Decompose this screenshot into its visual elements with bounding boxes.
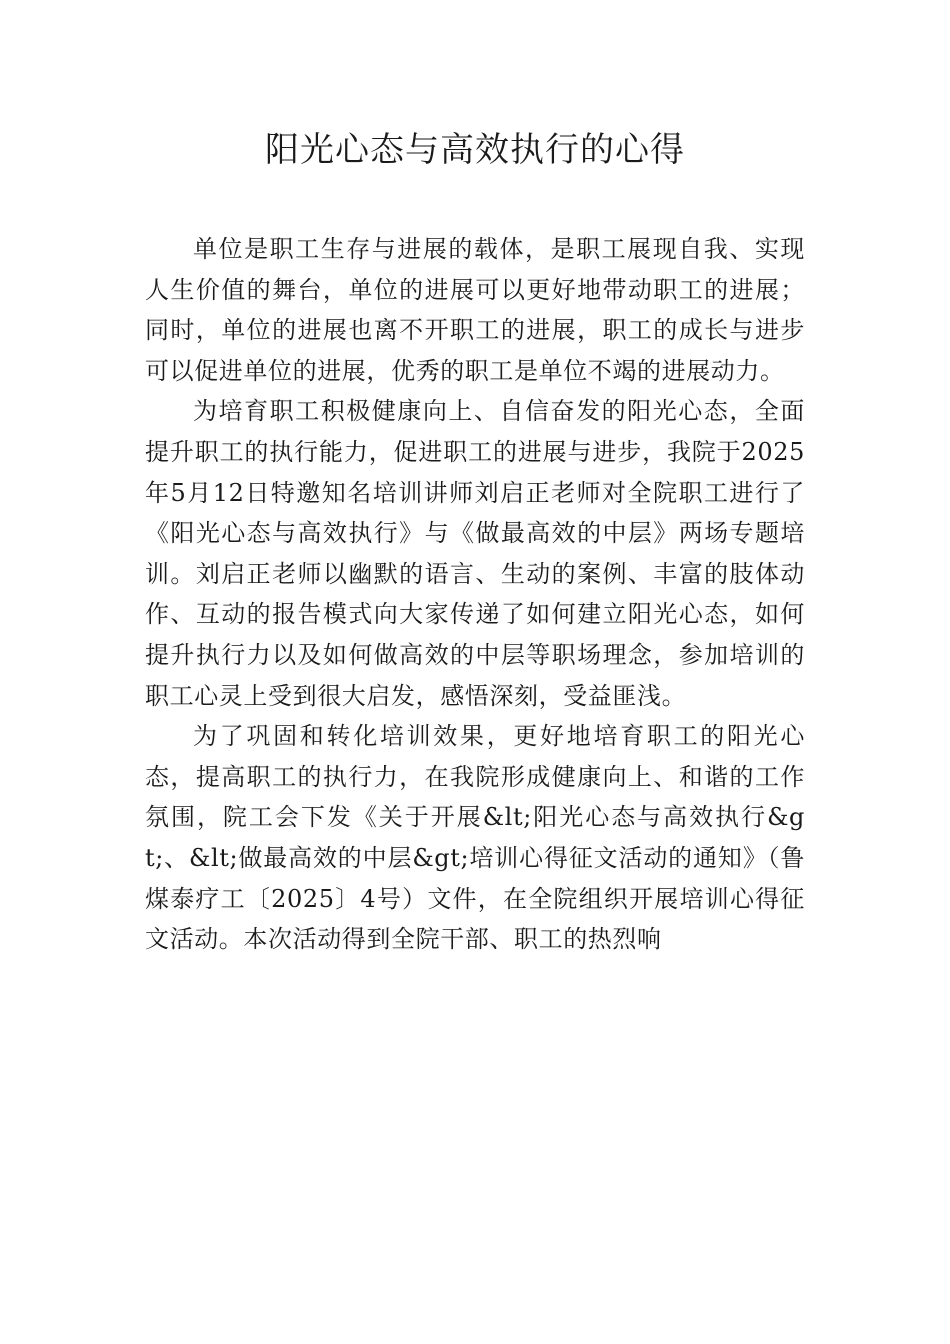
paragraph-3: 为了巩固和转化培训效果，更好地培育职工的阳光心态，提高职工的执行力，在我院形成健康向上、和谐的工作氛围，院工会下发《关于开展&lt;阳光心态与高效执行&gt;、&lt;做最高效的中层&gt;培训心得征文活动的通知》（鲁煤泰疗工〔2025〕4号）文件，在全院组织开展培训心得征文活动。本次活动得到全院干部、职工的热烈响 [145,722,805,954]
paragraph-2: 为培育职工积极健康向上、自信奋发的阳光心态，全面提升职工的执行能力，促进职工的进展与进步，我院于2025年5月12日特邀知名培训讲师刘启正老师对全院职工进行了《阳光心态与高效执行》与《做最高效的中层》两场专题培训。刘启正老师以幽默的语言、生动的案例、丰富的肢体动作、互动的报告模式向大家传递了如何建立阳光心态，如何提升执行力以及如何做高效的中层等职场理念，参加培训的职工心灵上受到很大启发，感悟深刻，受益匪浅。 [145,397,805,710]
document-title: 阳光心态与高效执行的心得 [265,130,685,170]
paragraph-1: 单位是职工生存与进展的载体，是职工展现自我、实现人生价值的舞台，单位的进展可以更好地带动职工的进展；同时，单位的进展也离不开职工的进展，职工的成长与进步可以促进单位的进展，优秀的职工是单位不竭的进展动力。 [145,235,805,385]
document-body [145,229,805,960]
